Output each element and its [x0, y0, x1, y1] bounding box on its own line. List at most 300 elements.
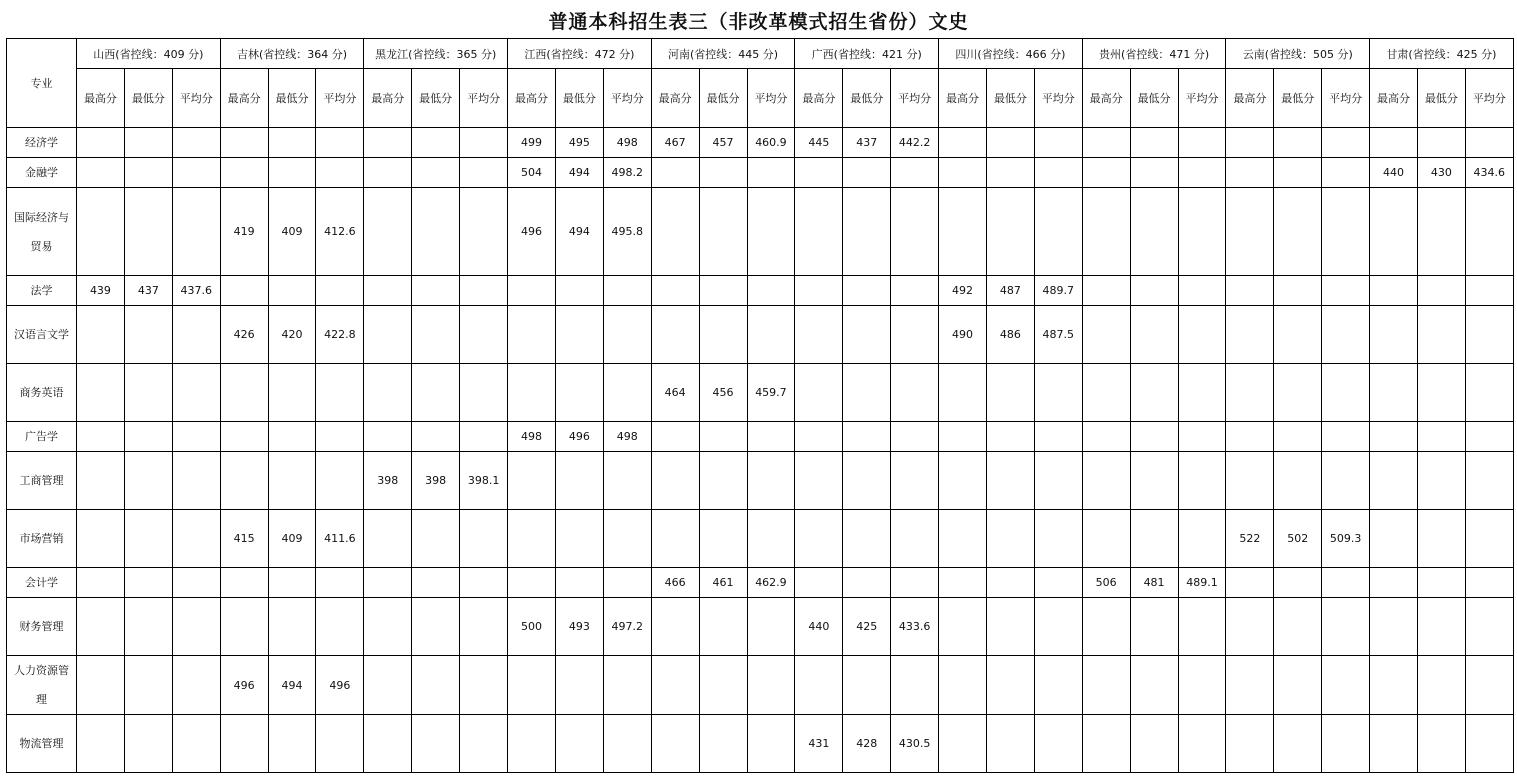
- max-score-cell: [795, 158, 843, 188]
- min-score-cell: [268, 715, 316, 773]
- max-score-cell: [364, 276, 412, 306]
- min-score-cell: [986, 452, 1034, 510]
- min-score-cell: [412, 715, 460, 773]
- avg-score-cell: [603, 568, 651, 598]
- max-score-cell: [1370, 306, 1418, 364]
- min-score-cell: [1130, 656, 1178, 715]
- avg-score-cell: [1178, 422, 1226, 452]
- province-header: 河南(省控线：445 分): [651, 39, 795, 69]
- min-score-cell: 496: [555, 422, 603, 452]
- table-row: [7, 276, 1514, 306]
- min-score-cell: [1417, 568, 1465, 598]
- avg-score-cell: [460, 128, 508, 158]
- max-score-cell: [939, 364, 987, 422]
- max-score-cell: 440: [1370, 158, 1418, 188]
- max-score-cell: 445: [795, 128, 843, 158]
- major-name-cell: 物流管理: [7, 715, 77, 773]
- min-score-cell: [1274, 276, 1322, 306]
- min-score-cell: [699, 510, 747, 568]
- avg-score-cell: [891, 422, 939, 452]
- max-score-cell: [1370, 128, 1418, 158]
- avg-score-cell: [1322, 276, 1370, 306]
- avg-score-cell: [172, 188, 220, 276]
- max-score-cell: 464: [651, 364, 699, 422]
- min-score-cell: [986, 158, 1034, 188]
- avg-score-cell: [1034, 422, 1082, 452]
- max-score-cell: [939, 656, 987, 715]
- max-score-header: 最高分: [1370, 69, 1418, 128]
- major-name-cell: 会计学: [7, 568, 77, 598]
- avg-score-cell: [747, 510, 795, 568]
- min-score-cell: 486: [986, 306, 1034, 364]
- min-score-cell: [1130, 128, 1178, 158]
- avg-score-cell: [747, 276, 795, 306]
- min-score-cell: [555, 276, 603, 306]
- avg-score-cell: [1178, 656, 1226, 715]
- max-score-cell: [1370, 452, 1418, 510]
- min-score-cell: [1274, 715, 1322, 773]
- province-header: 江西(省控线：472 分): [508, 39, 652, 69]
- avg-score-cell: 437.6: [172, 276, 220, 306]
- min-score-cell: [843, 188, 891, 276]
- min-score-cell: [843, 306, 891, 364]
- min-score-header: 最低分: [1130, 69, 1178, 128]
- max-score-cell: [939, 452, 987, 510]
- avg-score-cell: [891, 158, 939, 188]
- max-score-cell: [220, 128, 268, 158]
- max-score-cell: 492: [939, 276, 987, 306]
- max-score-cell: [1370, 188, 1418, 276]
- max-score-cell: [220, 598, 268, 656]
- max-score-cell: [364, 188, 412, 276]
- avg-score-cell: 398.1: [460, 452, 508, 510]
- max-score-header: 最高分: [220, 69, 268, 128]
- max-score-cell: [939, 188, 987, 276]
- max-score-cell: [77, 306, 125, 364]
- avg-score-cell: 462.9: [747, 568, 795, 598]
- avg-score-cell: [460, 306, 508, 364]
- avg-score-header: 平均分: [891, 69, 939, 128]
- avg-score-cell: [460, 510, 508, 568]
- min-score-header: 最低分: [124, 69, 172, 128]
- avg-score-cell: [172, 452, 220, 510]
- table-row: [7, 656, 1514, 715]
- max-score-cell: [1370, 656, 1418, 715]
- avg-score-cell: [316, 568, 364, 598]
- avg-score-cell: 459.7: [747, 364, 795, 422]
- min-score-cell: [986, 715, 1034, 773]
- province-header: 甘肃(省控线：425 分): [1370, 39, 1514, 69]
- avg-score-cell: [603, 276, 651, 306]
- max-score-header: 最高分: [1226, 69, 1274, 128]
- avg-score-header: 平均分: [1322, 69, 1370, 128]
- max-score-cell: [1226, 364, 1274, 422]
- max-score-cell: 398: [364, 452, 412, 510]
- max-score-cell: [1082, 306, 1130, 364]
- max-score-cell: [1226, 276, 1274, 306]
- max-score-cell: [508, 715, 556, 773]
- major-name-cell: 法学: [7, 276, 77, 306]
- avg-score-cell: [747, 306, 795, 364]
- avg-score-cell: [747, 158, 795, 188]
- province-header: 四川(省控线：466 分): [939, 39, 1083, 69]
- min-score-cell: [124, 452, 172, 510]
- min-score-cell: [843, 276, 891, 306]
- max-score-cell: [220, 452, 268, 510]
- max-score-cell: [939, 158, 987, 188]
- avg-score-cell: [1465, 568, 1513, 598]
- min-score-cell: 437: [843, 128, 891, 158]
- max-score-cell: 498: [508, 422, 556, 452]
- avg-score-cell: [1034, 598, 1082, 656]
- avg-score-cell: [1322, 306, 1370, 364]
- avg-score-cell: [747, 656, 795, 715]
- table-row: [7, 452, 1514, 510]
- major-name-cell: 商务英语: [7, 364, 77, 422]
- max-score-cell: [795, 188, 843, 276]
- avg-score-cell: [460, 188, 508, 276]
- min-score-cell: [699, 715, 747, 773]
- avg-score-cell: [603, 364, 651, 422]
- min-score-header: 最低分: [1274, 69, 1322, 128]
- avg-score-cell: [1322, 568, 1370, 598]
- min-score-cell: 494: [555, 188, 603, 276]
- avg-score-cell: [1178, 598, 1226, 656]
- major-name-cell: 国际经济与贸易: [7, 188, 77, 276]
- avg-score-cell: [1034, 715, 1082, 773]
- min-score-cell: [1130, 306, 1178, 364]
- min-score-cell: [412, 276, 460, 306]
- table-row: [7, 422, 1514, 452]
- province-header: 云南(省控线：505 分): [1226, 39, 1370, 69]
- min-score-cell: [1417, 452, 1465, 510]
- avg-score-cell: 498: [603, 128, 651, 158]
- avg-score-cell: [1322, 422, 1370, 452]
- major-name-cell: 广告学: [7, 422, 77, 452]
- avg-score-cell: [1465, 422, 1513, 452]
- major-name-cell: 财务管理: [7, 598, 77, 656]
- avg-score-cell: [891, 188, 939, 276]
- max-score-cell: [364, 422, 412, 452]
- avg-score-cell: [1034, 188, 1082, 276]
- max-score-cell: 466: [651, 568, 699, 598]
- min-score-cell: [699, 158, 747, 188]
- avg-score-header: 平均分: [1465, 69, 1513, 128]
- min-score-cell: [1274, 306, 1322, 364]
- avg-score-cell: [1465, 188, 1513, 276]
- avg-score-cell: 509.3: [1322, 510, 1370, 568]
- max-score-cell: [220, 276, 268, 306]
- avg-score-cell: 496: [316, 656, 364, 715]
- min-score-cell: [124, 128, 172, 158]
- avg-score-cell: [891, 656, 939, 715]
- max-score-cell: 506: [1082, 568, 1130, 598]
- min-score-cell: [699, 306, 747, 364]
- min-score-cell: [124, 364, 172, 422]
- max-score-header: 最高分: [651, 69, 699, 128]
- min-score-cell: [1274, 422, 1322, 452]
- max-score-cell: [1082, 276, 1130, 306]
- avg-score-cell: [891, 364, 939, 422]
- max-score-header: 最高分: [795, 69, 843, 128]
- avg-score-cell: [1465, 715, 1513, 773]
- avg-score-cell: [1178, 188, 1226, 276]
- min-score-cell: [268, 364, 316, 422]
- min-score-cell: [843, 158, 891, 188]
- max-score-cell: [1370, 276, 1418, 306]
- avg-score-cell: 433.6: [891, 598, 939, 656]
- min-score-cell: [124, 656, 172, 715]
- min-score-cell: [699, 452, 747, 510]
- min-score-cell: [412, 306, 460, 364]
- avg-score-cell: [1322, 715, 1370, 773]
- min-score-cell: 428: [843, 715, 891, 773]
- max-score-cell: 439: [77, 276, 125, 306]
- table-row: [7, 128, 1514, 158]
- avg-score-cell: [747, 715, 795, 773]
- min-score-cell: [699, 188, 747, 276]
- min-score-cell: [699, 656, 747, 715]
- min-score-cell: [986, 568, 1034, 598]
- min-score-cell: 487: [986, 276, 1034, 306]
- max-score-cell: [1226, 656, 1274, 715]
- min-score-cell: [124, 568, 172, 598]
- min-score-cell: [1417, 598, 1465, 656]
- avg-score-cell: [603, 656, 651, 715]
- max-score-cell: [1226, 158, 1274, 188]
- max-score-cell: 490: [939, 306, 987, 364]
- min-score-cell: [412, 656, 460, 715]
- avg-score-cell: [316, 276, 364, 306]
- avg-score-cell: [460, 158, 508, 188]
- max-score-cell: [1082, 364, 1130, 422]
- avg-score-cell: [460, 364, 508, 422]
- max-score-header: 最高分: [939, 69, 987, 128]
- min-score-cell: 493: [555, 598, 603, 656]
- min-score-cell: [412, 188, 460, 276]
- min-score-cell: [555, 452, 603, 510]
- min-score-cell: [1130, 276, 1178, 306]
- avg-score-cell: [891, 306, 939, 364]
- min-score-cell: [843, 422, 891, 452]
- max-score-cell: [1082, 422, 1130, 452]
- min-score-header: 最低分: [986, 69, 1034, 128]
- min-score-cell: [1417, 306, 1465, 364]
- avg-score-cell: [1322, 598, 1370, 656]
- min-score-header: 最低分: [412, 69, 460, 128]
- min-score-header: 最低分: [699, 69, 747, 128]
- max-score-cell: [1226, 452, 1274, 510]
- max-score-cell: [651, 715, 699, 773]
- avg-score-cell: [172, 598, 220, 656]
- avg-score-cell: [747, 422, 795, 452]
- avg-score-cell: [747, 188, 795, 276]
- max-score-cell: [508, 568, 556, 598]
- avg-score-cell: 487.5: [1034, 306, 1082, 364]
- table-row: [7, 510, 1514, 568]
- min-score-cell: 481: [1130, 568, 1178, 598]
- min-score-cell: [699, 422, 747, 452]
- max-score-cell: [364, 364, 412, 422]
- min-score-cell: [1274, 128, 1322, 158]
- avg-score-cell: [172, 715, 220, 773]
- max-score-cell: [1082, 188, 1130, 276]
- min-score-cell: [1417, 188, 1465, 276]
- min-score-cell: 437: [124, 276, 172, 306]
- min-score-header: 最低分: [843, 69, 891, 128]
- min-score-cell: 457: [699, 128, 747, 158]
- max-score-cell: [364, 715, 412, 773]
- avg-score-cell: [460, 715, 508, 773]
- avg-score-header: 平均分: [747, 69, 795, 128]
- avg-score-cell: [316, 364, 364, 422]
- max-score-cell: [1226, 128, 1274, 158]
- max-score-cell: [1370, 364, 1418, 422]
- min-score-cell: [412, 364, 460, 422]
- max-score-cell: [1082, 128, 1130, 158]
- avg-score-cell: 422.8: [316, 306, 364, 364]
- avg-score-cell: [460, 422, 508, 452]
- min-score-cell: [1274, 158, 1322, 188]
- avg-score-cell: [747, 598, 795, 656]
- min-score-cell: [1274, 656, 1322, 715]
- avg-score-cell: [1465, 306, 1513, 364]
- min-score-cell: [268, 422, 316, 452]
- avg-score-cell: [1178, 452, 1226, 510]
- avg-score-cell: 498.2: [603, 158, 651, 188]
- table-row: [7, 568, 1514, 598]
- min-score-cell: [124, 306, 172, 364]
- max-score-cell: [77, 656, 125, 715]
- min-score-cell: [555, 306, 603, 364]
- max-score-cell: [795, 510, 843, 568]
- avg-score-cell: [172, 568, 220, 598]
- max-score-cell: 500: [508, 598, 556, 656]
- max-score-cell: [651, 452, 699, 510]
- avg-score-cell: [891, 452, 939, 510]
- min-score-cell: [124, 188, 172, 276]
- min-score-cell: [412, 510, 460, 568]
- province-header: 黑龙江(省控线：365 分): [364, 39, 508, 69]
- min-score-cell: [843, 452, 891, 510]
- max-score-cell: 496: [508, 188, 556, 276]
- avg-score-cell: [1034, 510, 1082, 568]
- avg-score-cell: 489.1: [1178, 568, 1226, 598]
- page-title: 普通本科招生表三（非改革模式招生省份）文史: [548, 11, 969, 33]
- avg-score-cell: [1465, 452, 1513, 510]
- avg-score-cell: 497.2: [603, 598, 651, 656]
- max-score-cell: [651, 188, 699, 276]
- min-score-cell: [1130, 452, 1178, 510]
- max-score-cell: [508, 364, 556, 422]
- max-score-cell: [77, 364, 125, 422]
- max-score-cell: [795, 568, 843, 598]
- avg-score-cell: [1465, 598, 1513, 656]
- max-score-cell: [220, 364, 268, 422]
- max-score-header: 最高分: [508, 69, 556, 128]
- table-row: [7, 598, 1514, 656]
- min-score-cell: [268, 452, 316, 510]
- max-score-cell: [220, 715, 268, 773]
- table-row: [7, 158, 1514, 188]
- avg-score-cell: [603, 715, 651, 773]
- min-score-cell: [1130, 188, 1178, 276]
- max-score-cell: [651, 656, 699, 715]
- max-score-cell: [1370, 715, 1418, 773]
- major-name-cell: 经济学: [7, 128, 77, 158]
- major-name-cell: 人力资源管理: [7, 656, 77, 715]
- max-score-cell: [508, 510, 556, 568]
- max-score-cell: [77, 568, 125, 598]
- avg-score-cell: 460.9: [747, 128, 795, 158]
- max-score-cell: [1370, 568, 1418, 598]
- min-score-cell: 409: [268, 188, 316, 276]
- min-score-cell: [1274, 568, 1322, 598]
- avg-score-cell: [1322, 188, 1370, 276]
- min-score-cell: [986, 364, 1034, 422]
- min-score-cell: [843, 568, 891, 598]
- min-score-cell: [1274, 364, 1322, 422]
- avg-score-cell: [316, 452, 364, 510]
- avg-score-cell: [891, 568, 939, 598]
- min-score-cell: 430: [1417, 158, 1465, 188]
- avg-score-cell: 442.2: [891, 128, 939, 158]
- min-score-cell: [124, 422, 172, 452]
- avg-score-cell: [891, 510, 939, 568]
- max-score-cell: 522: [1226, 510, 1274, 568]
- min-score-cell: [555, 568, 603, 598]
- max-score-cell: 440: [795, 598, 843, 656]
- min-score-cell: [1130, 715, 1178, 773]
- max-score-cell: [939, 568, 987, 598]
- min-score-cell: [412, 422, 460, 452]
- max-score-cell: [77, 510, 125, 568]
- avg-score-header: 平均分: [316, 69, 364, 128]
- max-score-cell: [651, 598, 699, 656]
- min-score-cell: [268, 276, 316, 306]
- min-score-cell: 494: [555, 158, 603, 188]
- min-score-header: 最低分: [555, 69, 603, 128]
- max-score-cell: [795, 452, 843, 510]
- min-score-cell: [412, 568, 460, 598]
- max-score-cell: [508, 306, 556, 364]
- avg-score-cell: [172, 656, 220, 715]
- min-score-cell: [1274, 188, 1322, 276]
- min-score-cell: [1130, 510, 1178, 568]
- avg-score-cell: 495.8: [603, 188, 651, 276]
- min-score-cell: 398: [412, 452, 460, 510]
- max-score-cell: [939, 715, 987, 773]
- min-score-cell: 425: [843, 598, 891, 656]
- province-header: 山西(省控线：409 分): [77, 39, 221, 69]
- max-score-cell: [77, 158, 125, 188]
- max-score-cell: [1370, 422, 1418, 452]
- max-score-cell: [364, 568, 412, 598]
- min-score-cell: [1417, 656, 1465, 715]
- avg-score-cell: [1322, 364, 1370, 422]
- max-score-cell: [651, 422, 699, 452]
- province-header: 广西(省控线：421 分): [795, 39, 939, 69]
- avg-score-cell: [1322, 128, 1370, 158]
- max-score-cell: [939, 422, 987, 452]
- min-score-cell: [1274, 598, 1322, 656]
- max-score-cell: [220, 568, 268, 598]
- max-score-cell: [651, 510, 699, 568]
- max-score-cell: [1226, 188, 1274, 276]
- avg-score-cell: [1034, 128, 1082, 158]
- avg-score-cell: [172, 364, 220, 422]
- avg-score-cell: [1465, 128, 1513, 158]
